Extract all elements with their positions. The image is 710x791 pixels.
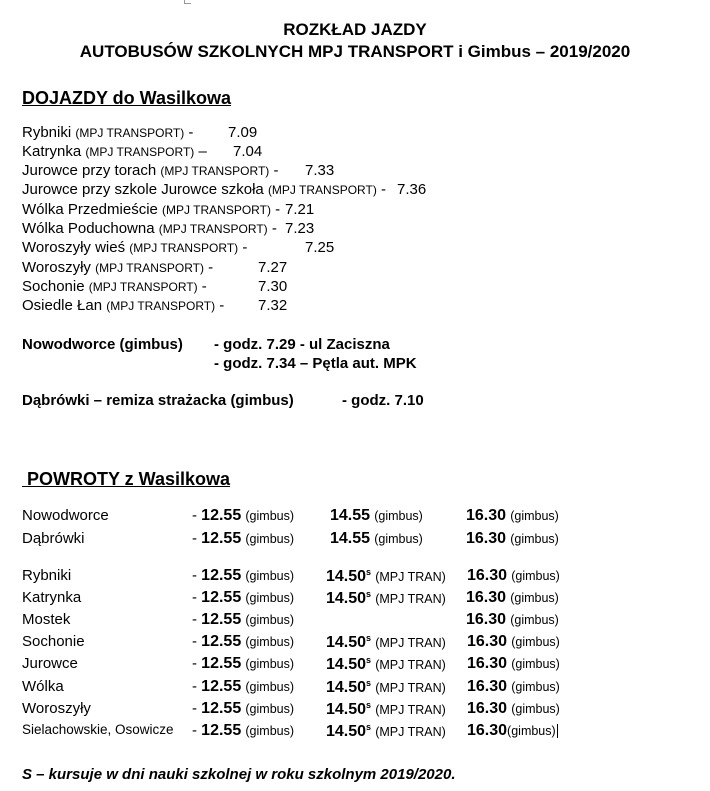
carrier-note: (MPJ TRAN) [375,636,446,650]
stop-separator: - [184,124,194,141]
dojazd-stop [22,162,278,179]
return-stop-name: Sochonie [22,633,85,650]
stop-time: 7.23 [285,220,315,237]
carrier-note: (gimbus) [374,509,423,523]
time-value: 12.55 [201,567,242,584]
stop-operator: (MPJ TRANSPORT) [267,183,377,197]
return-stop-name: Jurowce [22,655,78,672]
return-stop-name: Sielachowskie, Osowicze [22,722,174,737]
time-value: 12.55 [201,530,242,547]
return-stop-name: Rybniki [22,567,72,584]
dojazd-stop [22,124,193,141]
return-stop-name: Woroszyły [22,700,91,717]
stop-separator: - [376,181,387,198]
stop-operator: (MPJ TRANSPORT) [160,164,270,178]
stop-operator: (MPJ TRANSPORT) [88,280,198,294]
stop-name: Katrynka [22,143,82,160]
nowodworce-time-1: - godz. 7.29 - ul Zaciszna [214,336,390,353]
carrier-note: (gimbus) [511,569,560,583]
stop-time: 7.27 [258,259,288,276]
time-value: 12.55 [201,589,242,606]
dojazd-stop [22,259,213,276]
carrier-note: (gimbus) [245,657,295,671]
stop-name: Jurowce przy szkole Jurowce szkoła [22,181,264,198]
stop-time: 7.25 [305,239,335,256]
school-days-marker: s [366,700,372,710]
stop-time: 7.04 [233,143,263,160]
carrier-note: (MPJ TRAN) [375,703,446,717]
school-days-marker: s [366,567,372,577]
carrier-note: (gimbus) [510,591,559,605]
stop-operator: (MPJ TRANSPORT) [106,299,216,313]
text-cursor [557,724,558,738]
nowodworce-label: Nowodworce (gimbus) [22,336,183,353]
school-days-marker: s [366,633,372,643]
time-value: 14.50 [326,723,367,740]
carrier-note: (MPJ TRAN) [375,658,446,672]
time-value: 12.55 [201,678,242,695]
return-stop-name: Dąbrówki [22,530,85,547]
return-time-3 [466,589,559,607]
return-time-3 [466,611,559,629]
return-time-1: - 12.55 (gimbus) [192,589,295,606]
carrier-note: (gimbus) [245,532,295,546]
return-time-1: - 12.55 (gimbus) [192,722,295,739]
stop-time: 7.30 [258,278,288,295]
carrier-note: (gimbus) [245,509,295,523]
dabrowki-time: - godz. 7.10 [342,392,424,409]
return-time-2 [326,678,446,697]
return-time-3 [467,722,558,740]
powroty-heading: POWROTY z Wasilkowa [22,469,231,489]
time-value: 14.50 [326,634,367,651]
carrier-note: (gimbus) [511,702,560,716]
return-time-1: - 12.55 (gimbus) [192,567,295,584]
return-time-2 [326,655,446,674]
stop-separator: - [270,201,281,218]
return-stop-name: Mostek [22,611,71,628]
stop-time: 7.21 [285,201,315,218]
footer-note: S – kursuje w dni nauki szkolnej w roku szkolnym 2019/2020. [22,766,456,783]
return-time-1: - 12.55 (gimbus) [192,507,295,524]
time-value: 14.55 [330,530,371,547]
stop-time: 7.32 [258,297,288,314]
return-time-2 [326,589,446,608]
return-time-1: - 12.55 (gimbus) [192,700,295,717]
time-value: 14.50 [326,701,367,718]
stop-name: Wólka Przedmieście [22,201,158,218]
stop-separator: - [267,220,277,237]
carrier-note: (gimbus) [245,724,295,738]
stop-separator: - [203,259,214,276]
school-days-marker: s [366,722,372,732]
carrier-note: (MPJ TRAN) [375,725,446,739]
stop-name: Jurowce przy torach [22,162,157,179]
return-time-2 [330,507,423,525]
dojazd-stop [22,239,247,256]
carrier-note: (gimbus) [510,532,559,546]
stop-separator: - [215,297,225,314]
time-value: 14.50 [326,679,367,696]
carrier-note: (gimbus) [511,657,560,671]
time-value: 16.30 [466,589,507,606]
stop-operator: (MPJ TRANSPORT) [162,203,271,217]
return-time-3 [467,633,560,651]
stop-operator: (MPJ TRANSPORT) [85,145,195,159]
dojazd-stop [22,278,207,295]
carrier-note: (gimbus) [245,569,295,583]
time-value: 16.30 [467,567,508,584]
carrier-note: (gimbus) [245,680,295,694]
carrier-note: (gimbus) [245,702,295,716]
return-time-2 [330,530,423,548]
carrier-note: (gimbus) [511,635,560,649]
return-time-1: - 12.55 (gimbus) [192,633,295,650]
carrier-note: (gimbus) [507,724,556,738]
time-value: 16.30 [467,722,508,739]
stop-operator: (MPJ TRANSPORT) [75,126,185,140]
document-title: ROZKŁAD JAZDY [283,20,427,39]
time-value: 12.55 [201,633,242,650]
time-value: 12.55 [201,722,242,739]
stop-name: Sochonie [22,278,85,295]
return-time-3 [466,507,559,525]
stop-separator: - [269,162,279,179]
time-value: 14.55 [330,507,371,524]
school-days-marker: s [366,589,372,599]
time-value: 14.50 [326,590,367,607]
carrier-note: (MPJ TRAN) [375,592,446,606]
page-corner-mark [184,0,191,4]
return-time-2 [326,567,446,586]
carrier-note: (MPJ TRAN) [375,681,446,695]
carrier-note: (gimbus) [374,532,423,546]
carrier-note: (gimbus) [245,613,295,627]
stop-name: Wólka Poduchowna [22,220,155,237]
dojazd-stop [22,220,277,237]
stop-separator: - [197,278,207,295]
dojazdy-heading: DOJAZDY do Wasilkowa [22,88,232,108]
stop-name: Woroszyły [22,259,91,276]
return-stop-name: Wólka [22,678,64,695]
stop-separator: – [194,143,207,160]
carrier-note: (gimbus) [511,680,560,694]
return-time-2 [326,633,446,652]
time-value: 12.55 [201,655,242,672]
stop-name: Rybniki [22,124,72,141]
time-value: 12.55 [201,611,242,628]
time-value: 12.55 [201,700,242,717]
stop-name: Woroszyły wieś [22,239,126,256]
return-time-1: - 12.55 (gimbus) [192,530,295,547]
stop-name: Osiedle Łan [22,297,103,314]
carrier-note: (gimbus) [245,591,295,605]
school-days-marker: s [366,678,372,688]
carrier-note: (gimbus) [245,635,295,649]
time-value: 16.30 [467,633,508,650]
return-time-1: - 12.55 (gimbus) [192,678,295,695]
stop-time: 7.36 [397,181,427,198]
dojazd-stop [22,143,207,160]
return-time-3 [467,678,560,696]
stop-operator: (MPJ TRANSPORT) [129,241,239,255]
time-value: 16.30 [467,655,508,672]
return-time-3 [466,530,559,548]
document-subtitle: AUTOBUSÓW SZKOLNYCH MPJ TRANSPORT i Gimbus – 2019/2020 [79,42,631,61]
carrier-note: (gimbus) [510,613,559,627]
time-value: 16.30 [466,530,507,547]
time-value: 16.30 [466,507,507,524]
dojazd-stop [22,201,280,218]
time-value: 16.30 [467,700,508,717]
stop-separator: - [238,239,248,256]
dabrowki-label: Dąbrówki – remiza strażacka (gimbus) [22,392,294,409]
stop-time: 7.09 [228,124,258,141]
time-value: 14.50 [326,568,367,585]
time-value: 12.55 [201,507,242,524]
return-time-3 [467,567,560,585]
return-time-1: - 12.55 (gimbus) [192,611,295,628]
stop-operator: (MPJ TRANSPORT) [95,261,204,275]
dojazd-stop [22,297,224,314]
stop-time: 7.33 [305,162,335,179]
time-value: 16.30 [466,611,507,628]
return-time-2 [326,700,446,719]
return-time-3 [467,700,560,718]
dojazd-stop [22,181,386,198]
time-value: 14.50 [326,656,367,673]
nowodworce-time-2: - godz. 7.34 – Pętla aut. MPK [214,355,417,372]
school-days-marker: s [366,655,372,665]
return-time-2 [326,722,446,741]
return-time-3 [467,655,560,673]
return-stop-name: Katrynka [22,589,82,606]
stop-operator: (MPJ TRANSPORT) [158,222,268,236]
return-time-1: - 12.55 (gimbus) [192,655,295,672]
carrier-note: (gimbus) [510,509,559,523]
carrier-note: (MPJ TRAN) [375,570,446,584]
time-value: 16.30 [467,678,508,695]
return-stop-name: Nowodworce [22,507,109,524]
